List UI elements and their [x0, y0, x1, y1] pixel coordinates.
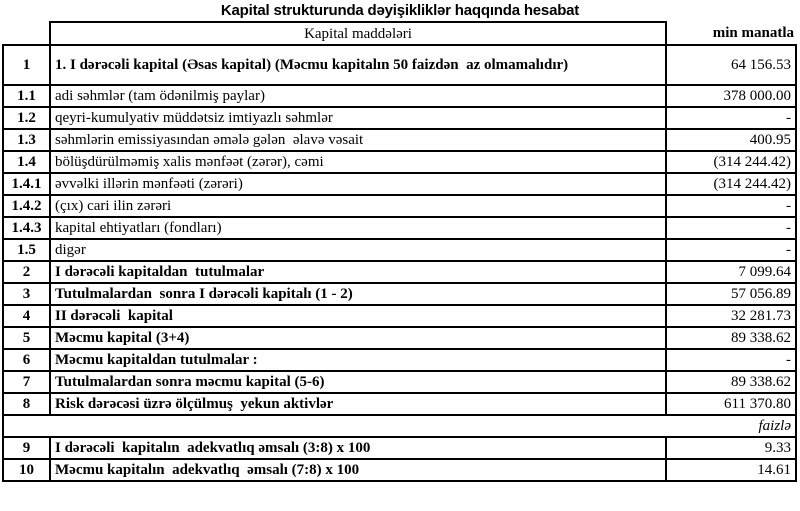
table-row [3, 217, 796, 239]
unit-row-label: faizlə [3, 415, 796, 437]
row-number: 1.4.2 [3, 195, 50, 217]
table-row [3, 85, 796, 107]
table-row [3, 239, 796, 261]
table-row [3, 327, 796, 349]
row-value: 32 281.73 [666, 305, 796, 327]
row-value: 89 338.62 [666, 327, 796, 349]
row-number: 1.4.1 [3, 173, 50, 195]
header-unit-label: min manatla [712, 25, 794, 41]
row-value: 14.61 [666, 459, 796, 481]
row-number: 7 [3, 371, 50, 393]
table-row [3, 305, 796, 327]
row-label: I dərəcəli kapitalın adekvatlıq əmsalı (3:8) x 100 [50, 437, 666, 459]
row-label: 1. I dərəcəli kapital (Əsas kapital) (Məcmu kapitalın 50 faizdən az olmamalıdır) [50, 45, 666, 85]
row-value: (314 244.42) [666, 151, 796, 173]
row-value: 89 338.62 [666, 371, 796, 393]
row-label: digər [50, 239, 666, 261]
row-value: - [666, 239, 796, 261]
row-value: - [666, 195, 796, 217]
row-number: 1.2 [3, 107, 50, 129]
row-label: I dərəcəli kapitaldan tutulmalar [50, 261, 666, 283]
table-row [3, 349, 796, 371]
row-number: 2 [3, 261, 50, 283]
table-row [3, 107, 796, 129]
table-row [3, 283, 796, 305]
row-number: 1.4.3 [3, 217, 50, 239]
row-label: qeyri-kumulyativ müddətsiz imtiyazlı səhmlər [50, 107, 666, 129]
row-value: 378 000.00 [666, 85, 796, 107]
row-number: 10 [3, 459, 50, 481]
row-value: (314 244.42) [666, 173, 796, 195]
header-items-label: Kapital maddələri [50, 22, 666, 45]
row-number: 4 [3, 305, 50, 327]
table-header-row [3, 22, 796, 45]
row-label: Risk dərəcəsi üzrə ölçülmuş yekun aktivlər [50, 393, 666, 415]
row-label: Tutulmalardan sonra I dərəcəli kapitalı (1 - 2) [50, 283, 666, 305]
header-empty-cell [3, 22, 50, 45]
row-number: 1.5 [3, 239, 50, 261]
table-row [3, 195, 796, 217]
row-number: 1.4 [3, 151, 50, 173]
row-label: əvvəlki illərin mənfəəti (zərəri) [50, 173, 666, 195]
row-number: 6 [3, 349, 50, 371]
row-label: kapital ehtiyatları (fondları) [50, 217, 666, 239]
row-label: II dərəcəli kapital [50, 305, 666, 327]
row-label: Tutulmalardan sonra məcmu kapital (5-6) [50, 371, 666, 393]
row-number: 3 [3, 283, 50, 305]
table-row [3, 437, 796, 459]
row-label: səhmlərin emissiyasından əmələ gələn əlavə vəsait [50, 129, 666, 151]
table-row [3, 459, 796, 481]
row-value: - [666, 107, 796, 129]
row-value: - [666, 349, 796, 371]
table-row [3, 45, 796, 85]
row-value: 64 156.53 [666, 45, 796, 85]
row-label: adi səhmlər (tam ödənilmiş paylar) [50, 85, 666, 107]
row-number: 8 [3, 393, 50, 415]
table-row [3, 129, 796, 151]
table-row [3, 261, 796, 283]
row-value: 400.95 [666, 129, 796, 151]
unit-row [3, 415, 796, 437]
row-label: (çıx) cari ilin zərəri [50, 195, 666, 217]
row-label: Məcmu kapital (3+4) [50, 327, 666, 349]
row-number: 9 [3, 437, 50, 459]
row-value: 9.33 [666, 437, 796, 459]
row-number: 5 [3, 327, 50, 349]
row-value: 57 056.89 [666, 283, 796, 305]
row-label: Məcmu kapitaldan tutulmalar : [50, 349, 666, 371]
row-label: Məcmu kapitalın adekvatlıq əmsalı (7:8) x 100 [50, 459, 666, 481]
capital-structure-table [2, 21, 797, 482]
table-row [3, 173, 796, 195]
row-number: 1 [3, 45, 50, 85]
table-row [3, 371, 796, 393]
row-value: - [666, 217, 796, 239]
row-label: bölüşdürülməmiş xalis mənfəət (zərər), cəmi [50, 151, 666, 173]
row-value: 611 370.80 [666, 393, 796, 415]
table-row [3, 393, 796, 415]
row-value: 7 099.64 [666, 261, 796, 283]
row-number: 1.1 [3, 85, 50, 107]
report-title: Kapital strukturunda dəyişikliklər haqqında hesabat [220, 2, 580, 19]
table-row [3, 151, 796, 173]
row-number: 1.3 [3, 129, 50, 151]
